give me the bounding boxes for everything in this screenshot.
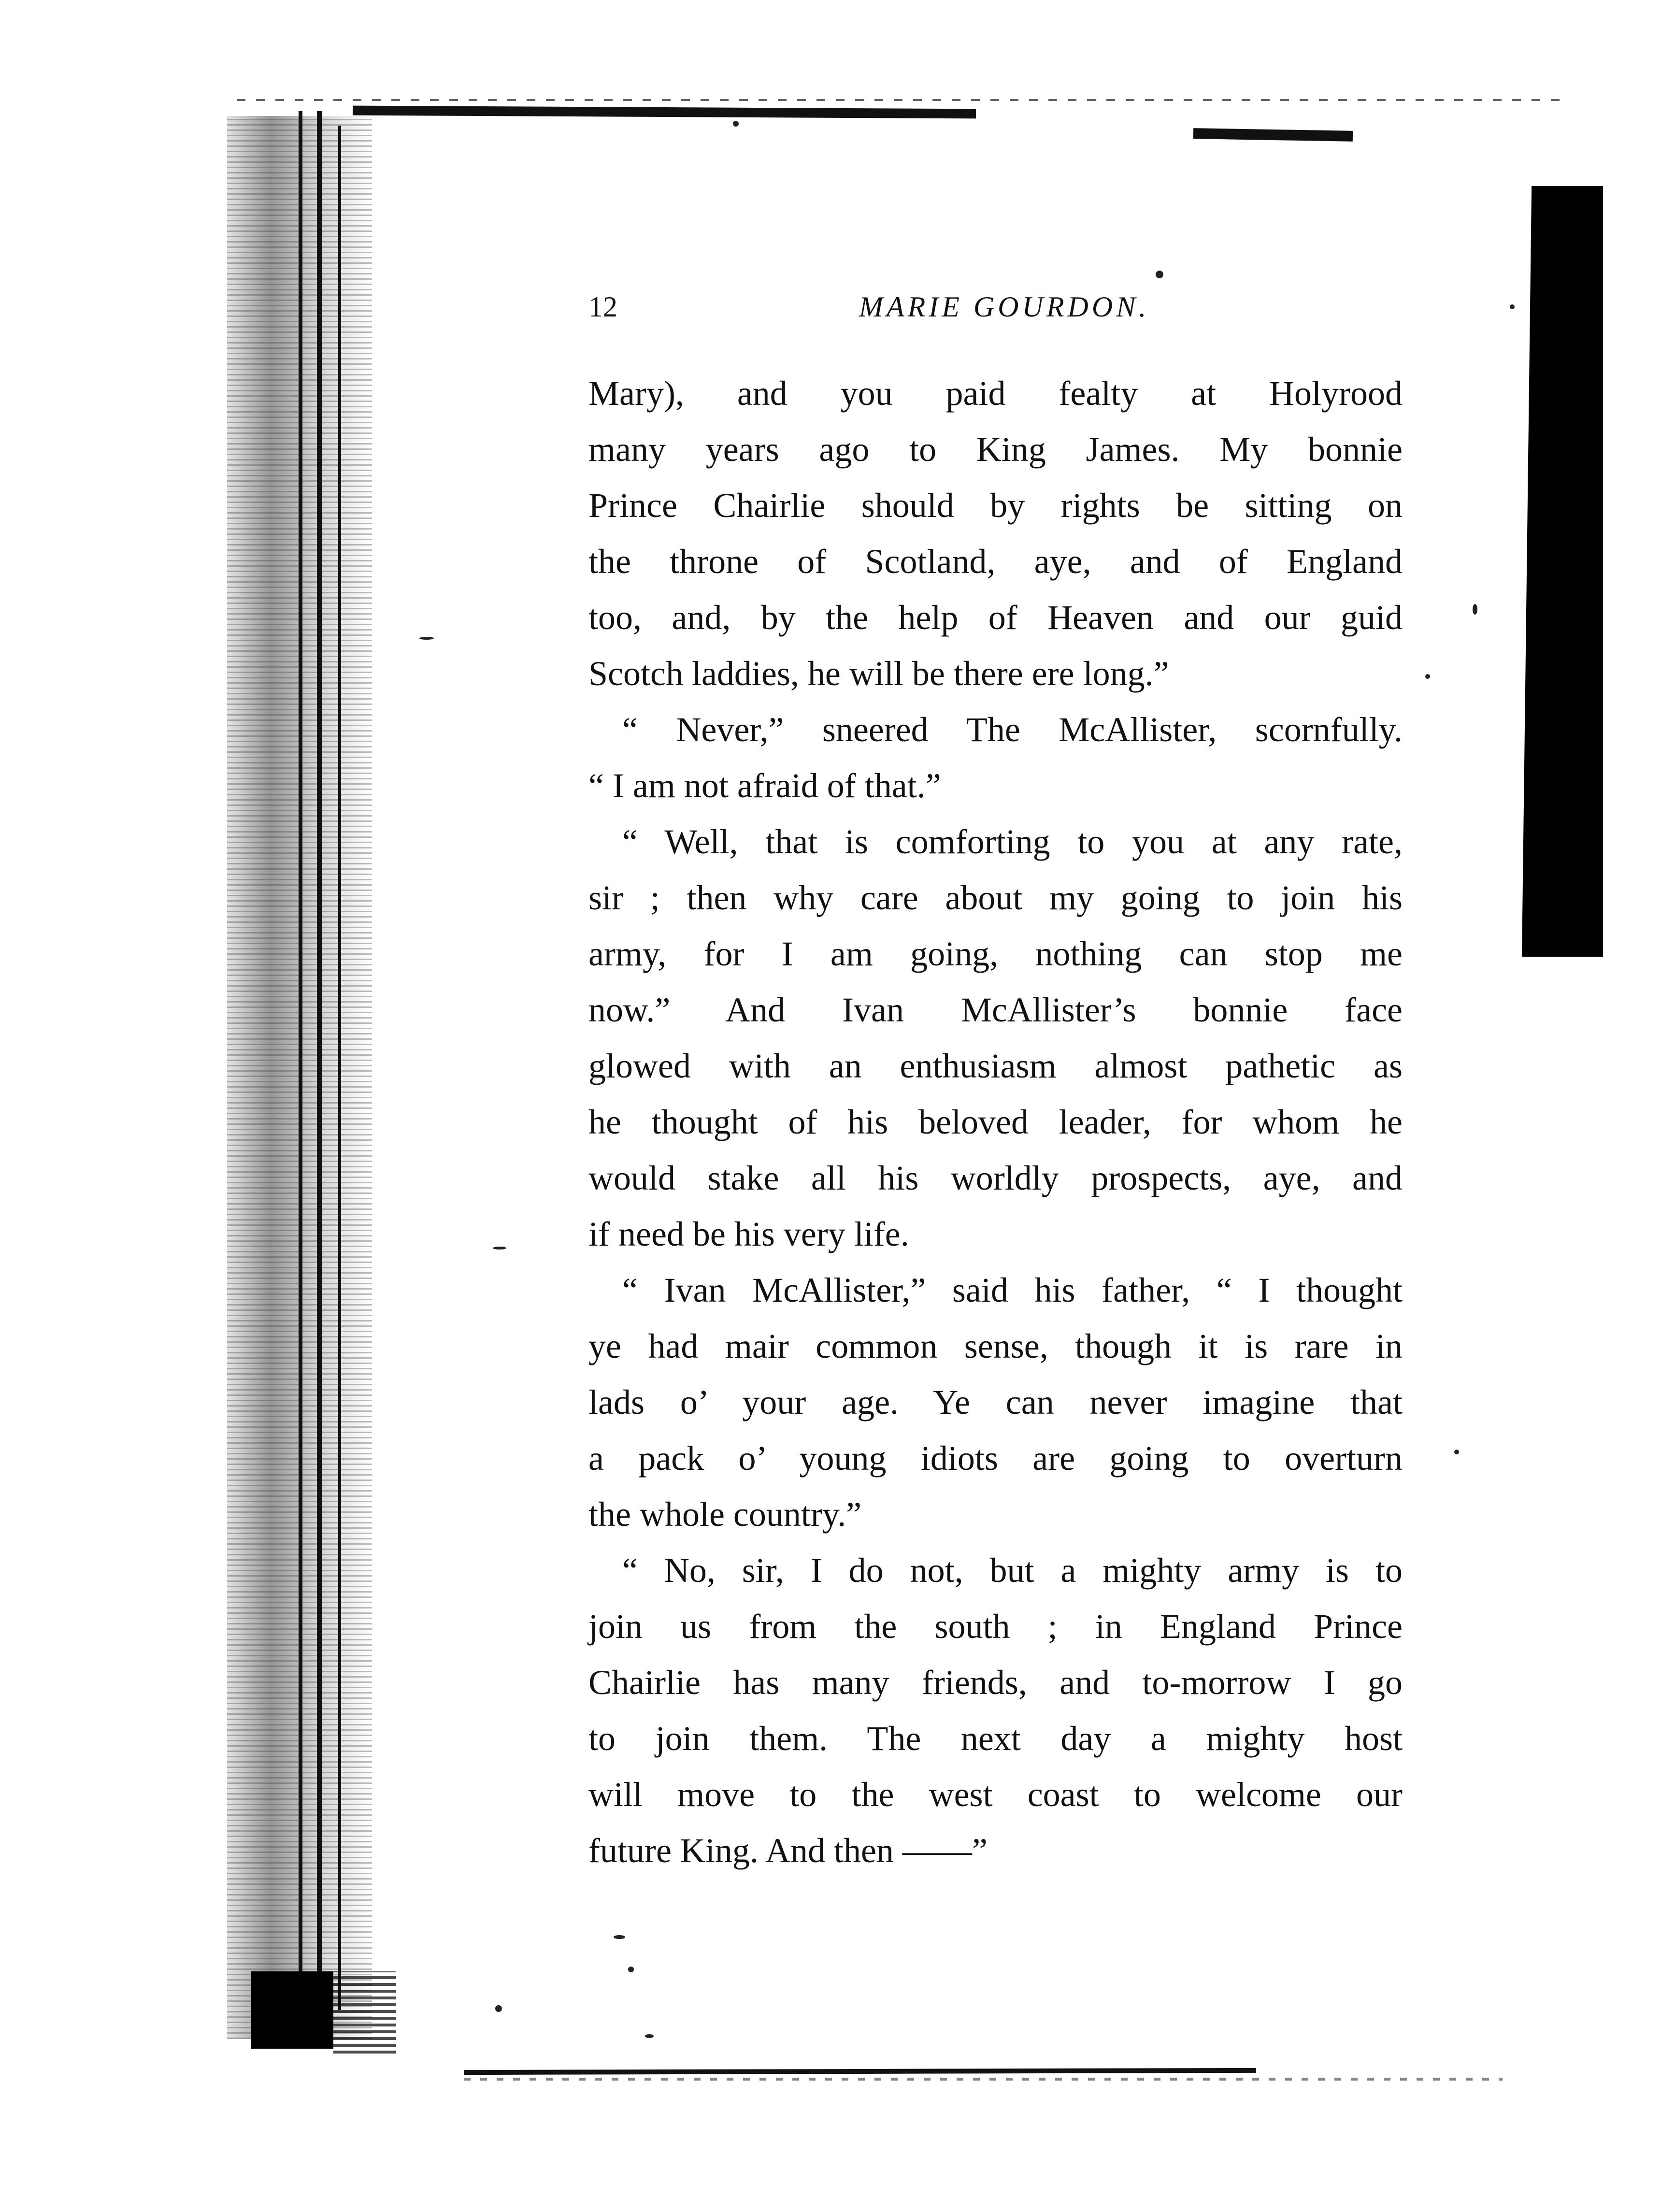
text-line: army, for I am going, nothing can stop me: [588, 934, 1403, 973]
text-line: to join them. The next day a mighty host: [588, 1719, 1403, 1758]
text-line: Chairlie has many friends, and to-morrow I go: [588, 1663, 1403, 1702]
scan-bottom-left-block: [251, 1971, 333, 2049]
scan-top-edge: [237, 99, 1565, 101]
text-line: a pack o’ young idiots are going to overturn: [588, 1439, 1403, 1478]
scan-top-rule: [353, 106, 976, 119]
scan-speck: [1510, 304, 1515, 309]
page-number: 12: [588, 291, 617, 323]
scan-speck: [614, 1935, 625, 1939]
scan-bottom-left-fade: [333, 1971, 396, 2054]
text-line: future King. And then ——”: [588, 1831, 988, 1870]
spine-line: [317, 111, 322, 2044]
text-line: glowed with an enthusiasm almost pathetic as: [588, 1047, 1403, 1085]
text-line: the throne of Scotland, aye, and of England: [588, 542, 1403, 581]
text-line: he thought of his beloved leader, for whom he: [588, 1103, 1403, 1141]
text-line: ye had mair common sense, though it is rare in: [588, 1327, 1403, 1365]
text-line: if need be his very life.: [588, 1215, 909, 1253]
scan-top-rule-right: [1193, 128, 1353, 142]
scan-speck: [628, 1967, 634, 1972]
text-line: will move to the west coast to welcome our: [588, 1775, 1403, 1814]
scan-speck: [495, 2005, 502, 2012]
scan-speck: [1425, 674, 1430, 679]
running-title: MARIE GOURDON.: [859, 291, 1150, 323]
spine-line: [299, 111, 302, 2044]
text-line: now.” And Ivan McAllister’s bonnie face: [588, 991, 1403, 1029]
scan-speck: [419, 637, 434, 640]
text-line: Mary), and you paid fealty at Holyrood: [588, 374, 1403, 413]
text-line: “ No, sir, I do not, but a mighty army is to: [622, 1551, 1403, 1590]
text-line: lads o’ your age. Ye can never imagine that: [588, 1383, 1403, 1422]
spine-line: [338, 126, 341, 2010]
scan-speck: [1473, 604, 1477, 615]
text-line: “ I am not afraid of that.”: [588, 766, 941, 805]
scan-speck: [1454, 1450, 1459, 1454]
text-line: “ Well, that is comforting to you at any rate,: [622, 822, 1403, 861]
text-line: join us from the south ; in England Prince: [588, 1607, 1403, 1646]
text-line: Scotch laddies, he will be there ere long.”: [588, 654, 1169, 693]
text-line: the whole country.”: [588, 1495, 862, 1534]
text-line: would stake all his worldly prospects, aye, and: [588, 1159, 1403, 1197]
text-line: many years ago to King James. My bonnie: [588, 430, 1403, 469]
text-line: too, and, by the help of Heaven and our guid: [588, 598, 1403, 637]
scan-right-black-bar: [1522, 186, 1603, 957]
text-line: sir ; then why care about my going to join his: [588, 878, 1403, 917]
body-text: [588, 365, 1403, 1879]
scan-speck: [493, 1247, 506, 1250]
page-header: [588, 285, 1410, 329]
scan-speck: [645, 2034, 654, 2038]
scan-speck: [1156, 271, 1163, 278]
scan-bottom-edge: [464, 2078, 1503, 2081]
scan-speck: [733, 121, 739, 127]
scan-bottom-rule: [464, 2068, 1256, 2075]
text-line: “ Ivan McAllister,” said his father, “ I thought: [622, 1271, 1403, 1309]
text-line: Prince Chairlie should by rights be sitting on: [588, 486, 1403, 525]
text-line: “ Never,” sneered The McAllister, scornfully.: [622, 710, 1403, 749]
